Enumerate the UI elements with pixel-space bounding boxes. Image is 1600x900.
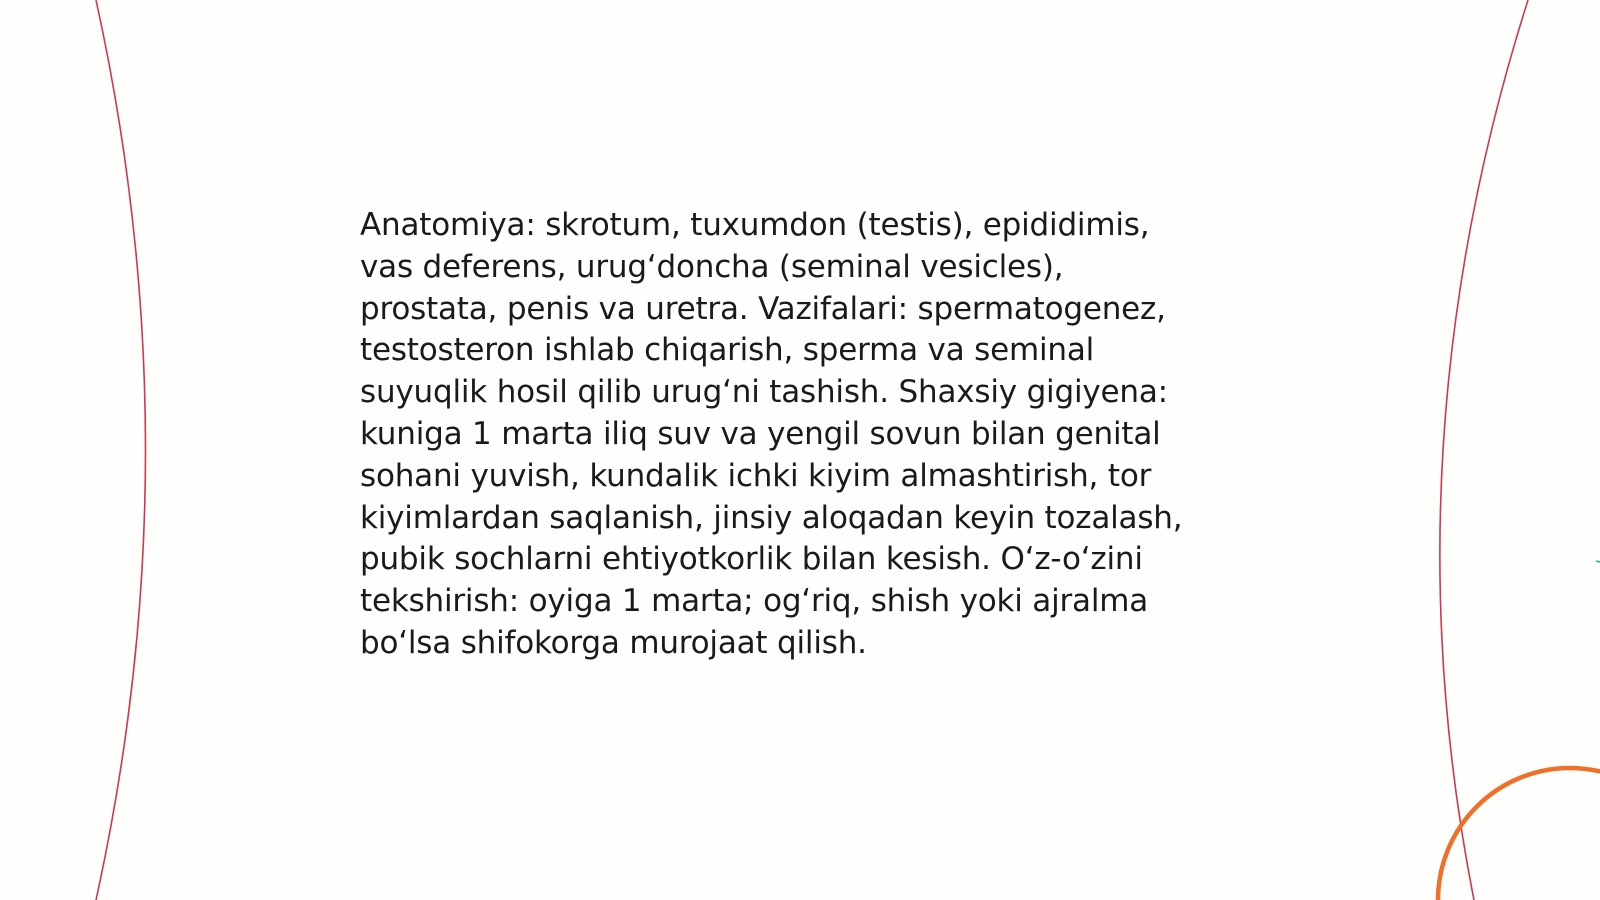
body-line: prostata, penis va uretra. Vazifalari: spermatogenez,	[360, 290, 1166, 327]
body-line: Anatomiya: skrotum, tuxumdon (testis), epididimis,	[360, 207, 1150, 243]
body-line: kiyimlardan saqlanish, jinsiy aloqadan keyin tozalash,	[360, 499, 1183, 536]
body-line: kuniga 1 marta iliq suv va yengil sovun bilan genital	[360, 415, 1161, 452]
body-line: tekshirish: oyiga 1 marta; og‘riq, shish yoki ajralma	[360, 583, 1149, 620]
teal-accent-mark	[1596, 561, 1600, 562]
body-line: testosteron ishlab chiqarish, sperma va seminal	[360, 332, 1095, 369]
body-line: pubik sochlarni ehtiyotkorlik bilan kesish. O‘z-o‘zini	[360, 541, 1143, 578]
body-line: vas deferens, urug‘doncha (seminal vesicles),	[360, 248, 1064, 285]
right-red-arc	[1440, 0, 1528, 900]
left-red-arc	[96, 0, 146, 900]
body-line: bo‘lsa shifokorga murojaat qilish.	[360, 624, 867, 661]
slide-body-text	[360, 205, 1240, 665]
body-line: sohani yuvish, kundalik ichki kiyim almashtirish, tor	[360, 457, 1152, 494]
body-line: suyuqlik hosil qilib urug‘ni tashish. Shaxsiy gigiyena:	[360, 374, 1168, 411]
